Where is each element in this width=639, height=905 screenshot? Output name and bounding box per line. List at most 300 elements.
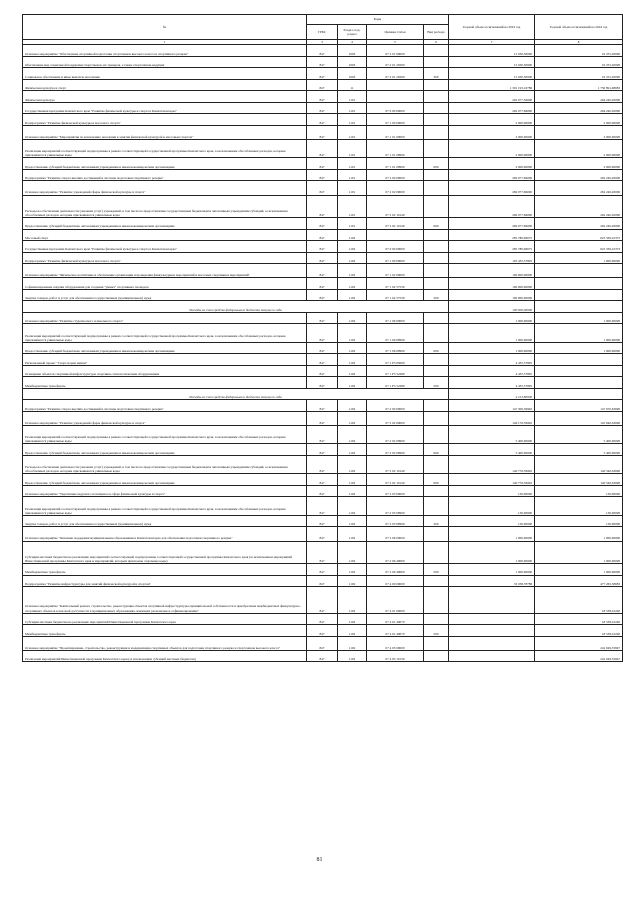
item-name: Физическая культура (23, 91, 307, 103)
amount-2024: 16 255,20000 (535, 68, 623, 80)
razdel-code: 1102 (338, 365, 367, 377)
item-name: Подпрограмма "Развитие физической культуры и массового спорта" (23, 252, 307, 264)
amount-2024: 1 000,00000 (535, 527, 623, 541)
table-row (23, 278, 623, 290)
amount-2024: 1 000,00000 (535, 564, 623, 576)
target-article-code: 07 4 03 10130 (367, 650, 424, 662)
target-article-code: 07 4 01 40070 (367, 625, 424, 637)
expense-type-code (424, 229, 449, 241)
razdel-code: 1102 (338, 354, 367, 366)
target-article-code: 07 0 00 00000 (367, 241, 424, 253)
item-name: Реализация мероприятий соответствующей подпрограммы в рамках соответствующей государственной программы Камчатского края, за исключением обособленных расходов, которым присваиваются уникальные коды (23, 426, 307, 444)
amount-2024: 2 000,00000 (535, 158, 623, 170)
item-name: Основное мероприятие "Укрепление кадрового потенциала в сфере физической культуры и спорта" (23, 485, 307, 497)
expense-type-code (424, 169, 449, 181)
table-row (23, 252, 623, 264)
amount-2024: 262 240,20000 (535, 169, 623, 181)
razdel-code: 1102 (338, 342, 367, 354)
target-article-code: 07 0 00 00000 (367, 102, 424, 114)
table-row (23, 229, 623, 241)
table-row (23, 68, 623, 80)
amount-2024: 242 049,35847 (535, 650, 623, 662)
expense-type-code: 300 (424, 68, 449, 80)
razdel-code: 1102 (338, 252, 367, 264)
grbs-code: 847 (307, 485, 338, 497)
amount-2023: 105 435,57895 (449, 252, 535, 264)
expense-type-code (424, 56, 449, 68)
grbs-code: 847 (307, 613, 338, 625)
target-article-code: 07 1 P5 52280 (367, 365, 424, 377)
column-number: 7 (449, 40, 535, 45)
amount-2024: 625 336,22373 (535, 241, 623, 253)
grbs-code: 847 (307, 515, 338, 527)
target-article-code: 07 1 06 09990 (367, 324, 424, 342)
amount-2024: 5 400,00000 (535, 444, 623, 456)
item-name: Межбюджетные трансферты (23, 377, 307, 389)
note-amount-2023: 4 213,80000 (449, 388, 535, 400)
item-name: Основное мероприятие "Развитие учреждений сферы физической культуры и спорта" (23, 181, 307, 195)
amount-2023 (449, 650, 535, 662)
amount-2023: 1 000,00000 (449, 324, 535, 342)
expense-type-code (424, 252, 449, 264)
target-article-code: 07 2 03 09990 (367, 497, 424, 515)
grbs-code: 847 (307, 241, 338, 253)
expense-type-code (424, 613, 449, 625)
expense-type-code (424, 125, 449, 139)
razdel-code: 1102 (338, 636, 367, 650)
grbs-code: 847 (307, 342, 338, 354)
item-name: Подпрограмма "Развитие инфраструктуры для занятий физической культурой и спортом" (23, 575, 307, 587)
item-name: Предоставление субсидий бюджетным, автономным учреждениям и иным некоммерческим организациям (23, 342, 307, 354)
amount-2023: 1 000,00000 (449, 541, 535, 564)
razdel-code: 1102 (338, 541, 367, 564)
table-row (23, 169, 623, 181)
expense-type-code (424, 455, 449, 473)
table-row (23, 497, 623, 515)
amount-2024 (535, 377, 623, 389)
amount-2024: 625 336,22373 (535, 229, 623, 241)
column-number: 6 (424, 40, 449, 45)
amount-2024: 130,00000 (535, 515, 623, 527)
amount-2024: 140 540,63690 (535, 455, 623, 473)
razdel-code: 1102 (338, 377, 367, 389)
razdel-code: 1102 (338, 564, 367, 576)
item-name: Региональный проект "Спорт-норма жизни" (23, 354, 307, 366)
grbs-code: 847 (307, 278, 338, 290)
table-row (23, 636, 623, 650)
amount-2024: 477 265,58683 (535, 575, 623, 587)
amount-2023: 260 077,69000 (449, 218, 535, 230)
header-number: № (23, 15, 307, 40)
amount-2023: 5 400,00000 (449, 444, 535, 456)
expense-type-code (424, 527, 449, 541)
amount-2023 (449, 625, 535, 637)
expense-type-code (424, 139, 449, 157)
item-name: Реализация мероприятий Инвестиционной программы Камчатского края (за исключением субсидий местным бюджетам) (23, 650, 307, 662)
target-article-code: 07 1 06 00000 (367, 312, 424, 324)
table-row (23, 377, 623, 389)
razdel-code: 1102 (338, 278, 367, 290)
item-name: Предоставление субсидий бюджетным, автономным учреждениям и иным некоммерческим организациям (23, 218, 307, 230)
table-row (23, 625, 623, 637)
grbs-code: 847 (307, 102, 338, 114)
table-row (23, 218, 623, 230)
target-article-code: 07 2 06 40060 (367, 541, 424, 564)
razdel-code: 1101 (338, 218, 367, 230)
table-row (23, 650, 623, 662)
note-text: Расходы за счет средств федерального бюджета текущего года (23, 301, 449, 313)
grbs-code: 847 (307, 527, 338, 541)
amount-2023 (449, 636, 535, 650)
table-row (23, 158, 623, 170)
item-name: Подпрограмма "Развитие спорта высших достижений и системы подготовки спортивного резерва" (23, 169, 307, 181)
grbs-code: 847 (307, 68, 338, 80)
column-number: 5 (367, 40, 424, 45)
razdel-code: 1102 (338, 613, 367, 625)
amount-2024 (535, 365, 623, 377)
grbs-code: 847 (307, 411, 338, 425)
item-name: Государственная программа Камчатского края "Развитие физической культуры и спорта в Камчатском крае" (23, 102, 307, 114)
item-name: Субсидии местным бюджетам на реализацию мероприятий Инвестиционной программы Камчатского края (23, 613, 307, 625)
table-row (23, 264, 623, 278)
amount-2023: 260 077,69000 (449, 181, 535, 195)
expense-type-code (424, 411, 449, 425)
table-row (23, 541, 623, 564)
target-article-code (367, 79, 424, 91)
column-number: 1 (23, 40, 307, 45)
amount-2024: 140 540,63690 (535, 474, 623, 486)
amount-2024: 16 255,20000 (535, 45, 623, 57)
razdel-code: 1101 (338, 114, 367, 126)
razdel-code: 1102 (338, 650, 367, 662)
grbs-code: 847 (307, 114, 338, 126)
amount-2024: 18 538,22240 (535, 587, 623, 614)
item-name: Закупка товаров, работ и услуг для обеспечения государственных (муниципальных) нужд (23, 515, 307, 527)
grbs-code: 847 (307, 56, 338, 68)
expense-type-code (424, 650, 449, 662)
amount-2024: 145 940,63690 (535, 411, 623, 425)
amount-2023: 285 780,96675 (449, 241, 535, 253)
expense-type-code (424, 181, 449, 195)
target-article-code: 07 2 02 00000 (367, 411, 424, 425)
page-number: 81 (316, 857, 323, 863)
razdel-code: 1102 (338, 625, 367, 637)
item-name: Обеспечение мер социальной поддержки спортсменов, их тренеров, а также спортсменов-ведущих (23, 56, 307, 68)
razdel-code: 1003 (338, 68, 367, 80)
expense-type-code (424, 541, 449, 564)
expense-type-code: 200 (424, 515, 449, 527)
amount-2024: 262 240,20000 (535, 218, 623, 230)
expense-type-code (424, 45, 449, 57)
table-row (23, 455, 623, 473)
razdel-code: 1102 (338, 400, 367, 412)
razdel-code: 1101 (338, 139, 367, 157)
table-row (23, 354, 623, 366)
amount-2024: 1 000,00000 (535, 324, 623, 342)
amount-2023: 4 435,57895 (449, 354, 535, 366)
razdel-code: 1102 (338, 312, 367, 324)
table-row (23, 91, 623, 103)
amount-2023: 1 000,00000 (449, 564, 535, 576)
table-note-row (23, 388, 623, 400)
grbs-code: 847 (307, 564, 338, 576)
expense-type-code: 500 (424, 564, 449, 576)
grbs-code: 847 (307, 289, 338, 301)
item-name: Основное мероприятие "Мероприятия по вовлечению населения в занятия физической культурой и массовым спортом" (23, 125, 307, 139)
item-name: Подпрограмма "Развитие физической культуры и массового спорта" (23, 114, 307, 126)
amount-2024: 18 538,22240 (535, 613, 623, 625)
razdel-code: 1102 (338, 411, 367, 425)
amount-2023: 1 000,00000 (449, 527, 535, 541)
grbs-code: 847 (307, 139, 338, 157)
target-article-code: 07 1 01 09990 (367, 158, 424, 170)
amount-2024: 5 400,00000 (535, 426, 623, 444)
table-row (23, 342, 623, 354)
grbs-code: 847 (307, 365, 338, 377)
razdel-code: 1102 (338, 455, 367, 473)
amount-2024: 130,00000 (535, 497, 623, 515)
amount-2023: 260 077,69000 (449, 169, 535, 181)
item-name: Расходы на обеспечение деятельности (оказание услуг) учреждений, в том числе на предоставление государственным бюджетным и автономным учреждениям субсидий, за исключением обособленных расходов, которым присваиваются уникальные коды (23, 455, 307, 473)
grbs-code: 847 (307, 650, 338, 662)
grbs-code: 847 (307, 587, 338, 614)
amount-2024: 16 255,20000 (535, 56, 623, 68)
amount-2023: 262 077,59000 (449, 91, 535, 103)
amount-2024: 262 240,20000 (535, 181, 623, 195)
expense-type-code: 600 (424, 444, 449, 456)
item-name: Оснащение объектов спортивной инфраструктуры спортивно-технологическим оборудованием (23, 365, 307, 377)
razdel-code: 1102 (338, 474, 367, 486)
table-row (23, 114, 623, 126)
amount-2024: 147 070,63690 (535, 400, 623, 412)
amount-2023: 1 000,00000 (449, 312, 535, 324)
target-article-code: 07 2 03 09990 (367, 515, 424, 527)
item-name: Предоставление субсидий бюджетным, автономным учреждениям и иным некоммерческим организациям (23, 444, 307, 456)
table-row (23, 324, 623, 342)
amount-2023: 130,00000 (449, 497, 535, 515)
target-article-code: 07 2 02 00000 (367, 181, 424, 195)
amount-2024: 1 000,00000 (535, 252, 623, 264)
target-article-code: 07 2 02 09990 (367, 426, 424, 444)
razdel-code: 1102 (338, 527, 367, 541)
column-number: 4 (338, 40, 367, 45)
table-row (23, 181, 623, 195)
target-article-code: 07 1 02 00000 (367, 264, 424, 278)
razdel-code: 1102 (338, 515, 367, 527)
grbs-code: 847 (307, 218, 338, 230)
table-row (23, 79, 623, 91)
target-article-code: 07 2 02 10140 (367, 195, 424, 218)
grbs-code: 847 (307, 625, 338, 637)
grbs-code: 847 (307, 181, 338, 195)
expense-type-code: 200 (424, 289, 449, 301)
amount-2023: 262 077,69000 (449, 102, 535, 114)
amount-2024: 264 240,20000 (535, 91, 623, 103)
table-row (23, 527, 623, 541)
amount-2024 (535, 289, 623, 301)
expense-type-code (424, 485, 449, 497)
table-row (23, 45, 623, 57)
grbs-code: 847 (307, 45, 338, 57)
grbs-code: 847 (307, 312, 338, 324)
table-row (23, 400, 623, 412)
target-article-code: 07 4 03 00000 (367, 636, 424, 650)
amount-2023: 140 776,59992 (449, 455, 535, 473)
item-name: Физическая культура и спорт (23, 79, 307, 91)
razdel-code: 1101 (338, 158, 367, 170)
razdel-code: 1101 (338, 91, 367, 103)
amount-2024: 262 240,20000 (535, 195, 623, 218)
amount-2023: 1 000,00000 (449, 342, 535, 354)
expense-type-code (424, 324, 449, 342)
expense-type-code: 600 (424, 474, 449, 486)
amount-2024 (535, 278, 623, 290)
target-article-code: 07 2 00 00000 (367, 400, 424, 412)
amount-2024: 1 000,00000 (535, 541, 623, 564)
razdel-code: 1102 (338, 264, 367, 278)
grbs-code: 847 (307, 636, 338, 650)
header-grbs: ГРБС (307, 25, 338, 40)
expense-type-code (424, 278, 449, 290)
amount-2024: 2 000,00000 (535, 125, 623, 139)
amount-2024 (535, 354, 623, 366)
razdel-code: 1101 (338, 125, 367, 139)
target-article-code: 07 1 00 00000 (367, 252, 424, 264)
amount-2023: 2 000,00000 (449, 114, 535, 126)
amount-2023: 2 000,00000 (449, 158, 535, 170)
expense-type-code (424, 195, 449, 218)
item-name: Реализация мероприятий соответствующей подпрограммы в рамках соответствующей государственной программы Камчатского края, за исключением обособленных расходов, которым присваиваются уникальные коды (23, 497, 307, 515)
amount-2023: 130,00000 (449, 485, 535, 497)
expense-type-code: 500 (424, 625, 449, 637)
item-name: Софинансирование закупки оборудования для создания "умных" спортивных площадок (23, 278, 307, 290)
amount-2023: 15 630,30000 (449, 56, 535, 68)
table-row (23, 515, 623, 527)
grbs-code: 847 (307, 444, 338, 456)
amount-2024: 1 000,00000 (535, 342, 623, 354)
item-name: Реализация мероприятий соответствующей подпрограммы в рамках соответствующей государственной программы Камчатского края, за исключением обособленных расходов, которым присваиваются уникальные коды (23, 324, 307, 342)
target-article-code: 07 4 00 00000 (367, 575, 424, 587)
expense-type-code (424, 497, 449, 515)
item-name: Основное мероприятие "Обеспечение спортивной подготовки спортсменов высокого класса и спортивного резерва" (23, 45, 307, 57)
expense-type-code (424, 365, 449, 377)
grbs-code: 847 (307, 377, 338, 389)
column-number: 3 (307, 40, 338, 45)
table-row (23, 125, 623, 139)
grbs-code: 847 (307, 426, 338, 444)
table-row (23, 587, 623, 614)
expense-type-code (424, 400, 449, 412)
grbs-code: 847 (307, 195, 338, 218)
table-row (23, 139, 623, 157)
expense-type-code: 600 (424, 158, 449, 170)
column-number: 8 (535, 40, 623, 45)
expense-type-code (424, 114, 449, 126)
razdel-code: 1101 (338, 169, 367, 181)
target-article-code: 07 1 02 57530 (367, 278, 424, 290)
grbs-code: 847 (307, 264, 338, 278)
amount-2024: 1 750 891,08683 (535, 79, 623, 91)
expense-type-code (424, 426, 449, 444)
razdel-code: 1102 (338, 426, 367, 444)
amount-2023: 15 630,30000 (449, 68, 535, 80)
target-article-code: 07 4 01 40070 (367, 613, 424, 625)
amount-2023 (449, 587, 535, 614)
grbs-code: 847 (307, 252, 338, 264)
item-name: Межбюджетные трансферты (23, 625, 307, 637)
grbs-code: 847 (307, 125, 338, 139)
target-article-code: 07 2 02 10140 (367, 218, 424, 230)
razdel-code: 11 (338, 79, 367, 91)
amount-2023: 4 435,57895 (449, 365, 535, 377)
table-row (23, 444, 623, 456)
target-article-code: 07 1 P5 00000 (367, 354, 424, 366)
amount-2023: 100 000,00000 (449, 289, 535, 301)
target-article-code: 07 4 01 00000 (367, 587, 424, 614)
grbs-code: 847 (307, 354, 338, 366)
expense-type-code (424, 102, 449, 114)
note-amount-2024 (535, 388, 623, 400)
razdel-code: 1102 (338, 587, 367, 614)
table-row (23, 426, 623, 444)
razdel-code: 1101 (338, 102, 367, 114)
target-article-code: 07 2 01 00000 (367, 45, 424, 57)
amount-2023: 15 630,30000 (449, 45, 535, 57)
amount-2024: 2 000,00000 (535, 114, 623, 126)
target-article-code: 07 2 02 10140 (367, 474, 424, 486)
razdel-code: 1102 (338, 497, 367, 515)
note-amount-2023: 100 000,00000 (449, 301, 535, 313)
item-name: Расходы на обеспечение деятельности (оказание услуг) учреждений, в том числе на предоставление государственным бюджетным и автономным учреждениям субсидий, за исключением обособленных расходов, которым присваиваются уникальные коды (23, 195, 307, 218)
grbs-code: 847 (307, 158, 338, 170)
amount-2024: 264 240,20000 (535, 102, 623, 114)
target-article-code: 07 1 01 00000 (367, 125, 424, 139)
razdel-code: 1101 (338, 181, 367, 195)
grbs-code: 847 (307, 79, 338, 91)
grbs-code: 847 (307, 169, 338, 181)
table-row (23, 474, 623, 486)
item-name: Закупка товаров, работ и услуг для обеспечения государственных (муниципальных) нужд (23, 289, 307, 301)
item-name: Государственная программа Камчатского края "Развитие физической культуры и спорта в Камчатском крае" (23, 241, 307, 253)
razdel-code: 1102 (338, 444, 367, 456)
target-article-code: 07 1 02 57530 (367, 289, 424, 301)
item-name: Подпрограмма "Развитие спорта высших достижений и системы подготовки спортивного резерва" (23, 400, 307, 412)
item-name: Реализация мероприятий соответствующей подпрограммы в рамках соответствующей государственной программы Камчатского края, за исключением обособленных расходов, которым присваиваются уникальные коды (23, 139, 307, 157)
expense-type-code (424, 264, 449, 278)
amount-2023: 100 000,00000 (449, 278, 535, 290)
amount-2023: 140 776,59992 (449, 474, 535, 486)
expense-type-code (424, 241, 449, 253)
amount-2024: 242 049,35847 (535, 636, 623, 650)
grbs-code: 847 (307, 400, 338, 412)
expense-type-code (424, 587, 449, 614)
budget-table-body (23, 45, 623, 662)
item-name: Основное мероприятие "Проектирование, строительство, реконструкция и модернизация спортивных объектов для подготовки спортивного резерва и спортсменов высокого класса" (23, 636, 307, 650)
razdel-code: 1102 (338, 241, 367, 253)
target-article-code: 07 2 02 09990 (367, 444, 424, 456)
table-row (23, 365, 623, 377)
expense-type-code (424, 575, 449, 587)
amount-2024 (535, 264, 623, 278)
item-name: Предоставление субсидий бюджетным, автономным учреждениям и иным некоммерческим организациям (23, 474, 307, 486)
expense-type-code (424, 91, 449, 103)
expense-type-code (424, 79, 449, 91)
header-year-2023: Годовой объем ассигнований на 2023 год (449, 15, 535, 40)
grbs-code: 847 (307, 455, 338, 473)
expense-type-code (424, 636, 449, 650)
grbs-code: 847 (307, 497, 338, 515)
header-razdel: Раздел, под-раздел (338, 25, 367, 40)
